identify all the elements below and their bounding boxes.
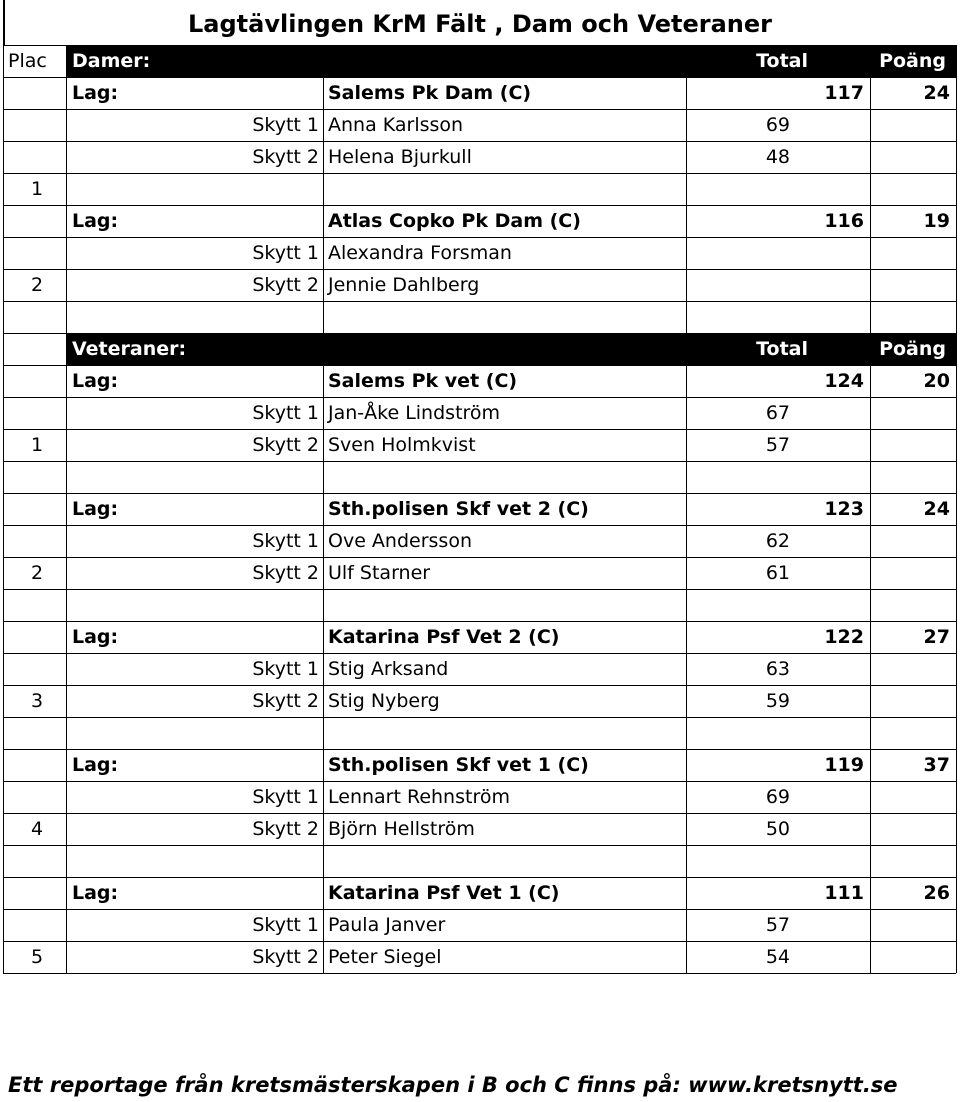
damer-team-2-shooter-score (686, 269, 790, 301)
vet-team-3-team-poang: 27 (923, 625, 950, 648)
vet-team-2-team-poang: 24 (923, 497, 950, 520)
vet-team-4-skytt-label: Skytt 1 (252, 785, 319, 808)
vet-team-1-shooter-score: 57 (765, 433, 790, 456)
vet-team-3-shooter-name: Stig Nyberg (328, 689, 440, 712)
damer-team-2-shooter-name: Jennie Dahlberg (328, 273, 480, 296)
vet-team-2-lag-label: Lag: (72, 497, 119, 520)
damer-team-1-shooter-score: 69 (765, 113, 790, 136)
vet-team-4-shooter-score: 69 (765, 785, 790, 808)
vet-team-4-team-poang: 37 (923, 753, 950, 776)
vet-team-5-team-name: Katarina Psf Vet 1 (C) (328, 881, 560, 904)
vet-team-1-skytt-label: Skytt 2 (252, 433, 319, 456)
grid-line (3, 0, 5, 45)
vet-team-5-shooter-score: 57 (765, 913, 790, 936)
vet-team-2-shooter-score: 61 (765, 561, 790, 584)
damer-team-1-shooter-score: 48 (765, 145, 790, 168)
vet-team-1-team-poang: 20 (923, 369, 950, 392)
grid-line (3, 173, 956, 174)
grid-line (3, 973, 956, 974)
vet-team-4-team-total: 119 (824, 753, 864, 776)
vet-team-3-skytt-label: Skytt 2 (252, 689, 319, 712)
vet-team-3-skytt-label: Skytt 1 (252, 657, 319, 680)
veteraner-poang-header: Poäng (879, 337, 946, 360)
damer-team-1-skytt-label: Skytt 2 (252, 145, 319, 168)
vet-team-3-shooter-name: Stig Arksand (328, 657, 449, 680)
vet-team-5-skytt-label: Skytt 2 (252, 945, 319, 968)
vet-team-1-skytt-label: Skytt 1 (252, 401, 319, 424)
grid-line (956, 45, 957, 973)
damer-team-2-team-total: 116 (824, 209, 864, 232)
damer-poang-header: Poäng (879, 49, 946, 72)
grid-line (3, 717, 956, 718)
damer-team-1-team-name: Salems Pk Dam (C) (328, 81, 532, 104)
vet-team-2-placement: 2 (31, 561, 44, 584)
vet-team-5-placement: 5 (31, 945, 44, 968)
vet-team-2-team-total: 123 (824, 497, 864, 520)
vet-team-3-team-name: Katarina Psf Vet 2 (C) (328, 625, 560, 648)
damer-team-1-team-total: 117 (824, 81, 864, 104)
vet-team-4-team-name: Sth.polisen Skf vet 1 (C) (328, 753, 589, 776)
vet-team-1-shooter-name: Jan-Åke Lindström (328, 401, 501, 424)
vet-team-2-shooter-name: Ulf Starner (328, 561, 431, 584)
vet-team-3-team-total: 122 (824, 625, 864, 648)
damer-plac-header: Plac (8, 49, 47, 72)
vet-team-4-shooter-name: Lennart Rehnström (328, 785, 510, 808)
vet-team-4-shooter-name: Björn Hellström (328, 817, 475, 840)
veteraner-total-header: Total (756, 337, 808, 360)
grid-line (3, 461, 956, 462)
damer-team-1-placement: 1 (31, 177, 44, 200)
damer-header-label: Damer: (72, 49, 151, 72)
footer-text: Ett reportage från kretsmästerskapen i B och C finns på: www.kretsnytt.se (8, 1072, 898, 1097)
damer-team-2-skytt-label: Skytt 2 (252, 273, 319, 296)
page-title: Lagtävlingen KrM Fält , Dam och Veteraner (188, 10, 772, 38)
vet-team-5-lag-label: Lag: (72, 881, 119, 904)
vet-team-1-shooter-score: 67 (765, 401, 790, 424)
vet-team-2-shooter-score: 62 (765, 529, 790, 552)
damer-team-1-shooter-name: Helena Bjurkull (328, 145, 472, 168)
damer-team-2-team-name: Atlas Copko Pk Dam (C) (328, 209, 581, 232)
vet-team-4-skytt-label: Skytt 2 (252, 817, 319, 840)
vet-team-4-shooter-score: 50 (765, 817, 790, 840)
vet-team-1-placement: 1 (31, 433, 44, 456)
vet-team-5-shooter-name: Paula Janver (328, 913, 446, 936)
vet-team-2-team-name: Sth.polisen Skf vet 2 (C) (328, 497, 589, 520)
grid-line (3, 845, 956, 846)
damer-total-header: Total (756, 49, 808, 72)
damer-team-2-shooter-score (686, 237, 790, 269)
vet-team-3-shooter-score: 63 (765, 657, 790, 680)
grid-line (3, 589, 956, 590)
vet-team-5-shooter-score: 54 (765, 945, 790, 968)
vet-team-3-lag-label: Lag: (72, 625, 119, 648)
grid-line (3, 301, 956, 302)
vet-team-5-team-total: 111 (824, 881, 864, 904)
vet-team-5-team-poang: 26 (923, 881, 950, 904)
damer-team-2-lag-label: Lag: (72, 209, 119, 232)
vet-team-1-shooter-name: Sven Holmkvist (328, 433, 476, 456)
damer-team-1-skytt-label: Skytt 1 (252, 113, 319, 136)
vet-team-4-lag-label: Lag: (72, 753, 119, 776)
vet-team-2-shooter-name: Ove Andersson (328, 529, 472, 552)
damer-team-1-team-poang: 24 (923, 81, 950, 104)
vet-team-4-placement: 4 (31, 817, 44, 840)
damer-team-1-lag-label: Lag: (72, 81, 119, 104)
damer-team-2-placement: 2 (31, 273, 44, 296)
vet-team-1-team-name: Salems Pk vet (C) (328, 369, 518, 392)
damer-team-2-shooter-name: Alexandra Forsman (328, 241, 512, 264)
vet-team-3-shooter-score: 59 (765, 689, 790, 712)
damer-team-1-shooter-name: Anna Karlsson (328, 113, 464, 136)
vet-team-5-shooter-name: Peter Siegel (328, 945, 442, 968)
vet-team-1-team-total: 124 (824, 369, 864, 392)
damer-team-2-team-poang: 19 (923, 209, 950, 232)
vet-team-2-skytt-label: Skytt 1 (252, 529, 319, 552)
veteraner-header-label: Veteraner: (72, 337, 187, 360)
vet-team-2-skytt-label: Skytt 2 (252, 561, 319, 584)
damer-team-2-skytt-label: Skytt 1 (252, 241, 319, 264)
vet-team-3-placement: 3 (31, 689, 44, 712)
vet-team-5-skytt-label: Skytt 1 (252, 913, 319, 936)
vet-team-1-lag-label: Lag: (72, 369, 119, 392)
